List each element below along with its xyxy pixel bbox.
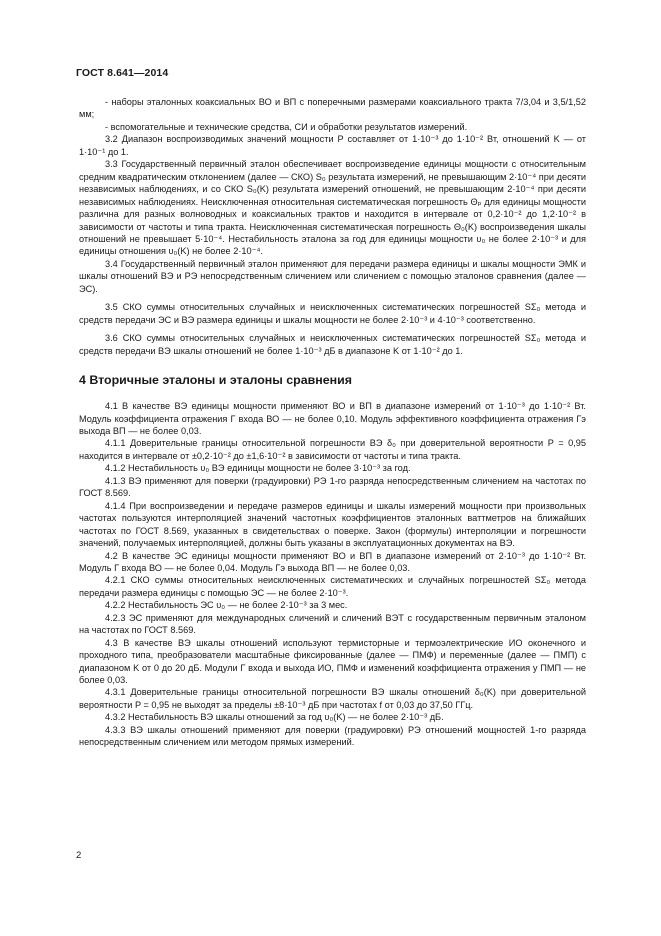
paragraph: 3.5 СКО суммы относительных случайных и неисключенных систематических погрешностей SΣ₀ метода и средств передачи ЭС и ВЭ размера единицы и шкалы мощности не более 2·10⁻³ и 4·10⁻³ соответственно. <box>79 302 586 325</box>
paragraph: - наборы эталонных коаксиальных ВО и ВП с поперечными размерами коаксиального тракта 7/3,04 и 3,5/1,52 мм; <box>79 97 586 120</box>
paragraph: 4.1.3 ВЭ применяют для поверки (градуировки) РЭ 1-го разряда непосредственным сличением на частотах по ГОСТ 8.569. <box>79 475 586 499</box>
paragraph: 4.2.2 Нестабильность ЭС υ₀ — не более 2·10⁻³ за 3 мес. <box>105 600 348 611</box>
page-number: 2 <box>76 850 82 861</box>
section-3-text <box>79 96 586 357</box>
paragraph: 4.2.1 СКО суммы относительных неисключенных систематических и случайных погрешностей SΣ₀ метода передачи размера единицы с помощью ЭС — не более 2·10⁻³. <box>79 575 586 598</box>
paragraph: 3.6 СКО суммы относительных случайных и неисключенных систематических погрешностей SΣ₀ метода и средств передачи ВЭ шкалы отношений не более 1·10⁻³ дБ в диапазоне K от 1·10⁻² до 1. <box>79 333 586 356</box>
paragraph: 4.3.2 Нестабильность ВЭ шкалы отношений за год υ₀(K) — не более 2·10⁻³ дБ. <box>105 712 444 723</box>
page-body <box>79 96 586 749</box>
paragraph: 4.3.3 ВЭ шкалы отношений применяют для поверки (градуировки) РЭ отношений мощностей 1-го разряда непосредственным сличением или методом прямых измерений. <box>79 724 586 748</box>
paragraph: 4.1.4 При воспроизведении и передаче размеров единицы и шкалы измерений мощности при произвольных частотах пользуются интерполяцией значений частотных коэффициентов эталонных ваттметров на ближайших частотах по ГОСТ 8.569, указанных в свидетельствах о поверке. Закон (формулы) интерполяции и погрешности значений, получаемых интерполяцией, должны быть указаны в эксплуатационных документах на ВЭ. <box>79 500 586 549</box>
paragraph: 3.2 Диапазон воспроизводимых значений мощности P составляет от 1·10⁻³ до 1·10⁻² Вт, отношений K — от 1·10⁻¹ до 1. <box>79 134 586 157</box>
paragraph: 4.1.1 Доверительные границы относительной погрешности ВЭ δ₀ при доверительной вероятности P = 0,95 находится в интервале от ±0,2·10⁻² до ±1,6·10⁻² в зависимости от частоты и типа тракта. <box>79 438 586 461</box>
paragraph: 3.4 Государственный первичный эталон применяют для передачи размера единицы и шкалы мощности ЭМК и шкалы отношений ВЭ и РЭ непосредственным сличением или сличением с помощью эталонов сравнения (далее — ЭС). <box>79 258 586 294</box>
paragraph: 4.2 В качестве ЭС единицы мощности применяют ВО и ВП в диапазоне измерений от 2·10⁻³ до 1·10⁻² Вт. Модуль Г входа ВО — не более 0,04. Модуль Гэ выхода ВП — не более 0,03. <box>79 550 586 573</box>
paragraph: 3.3 Государственный первичный эталон обеспечивает воспроизведение единицы мощности с относительным средним квадратическим отклонением (далее — СКО) S₀ результата измерений, не превышающим 2·10⁻⁴ при десяти независимых наблюдениях, и со СКО S₀(K) результата измерений отношений, не превышающим 2·10⁻⁴ при десяти независимых наблюдениях. Неисключенная относительная систематическая погрешность Θₚ для единицы мощности различна для разных волноводных и коаксиальных трактов и находится в интервале от 0,2·10⁻² до 1,2·10⁻² в зависимости от частоты и типа тракта. Неисключенная систематическая погрешность Θ₀(K) воспроизведения шкалы отношений не превышает 5·10⁻⁴. Нестабильность эталона за год для единицы мощности υ₀ не более 2·10⁻³ и для единицы отношения υ₀(K) не более 2·10⁻⁴. <box>79 159 586 257</box>
section-heading: 4 Вторичные эталоны и эталоны сравнения <box>79 373 352 388</box>
paragraph: 4.1.2 Нестабильность υ₀ ВЭ единицы мощности не более 3·10⁻³ за год. <box>105 463 411 474</box>
paragraph: 4.3 В качестве ВЭ шкалы отношений используют термисторные и термоэлектрические ИО оконечного и проходного типа, преобразователи масштабные фиксированные (далее — ПМФ) и переменные (далее — ПМП) с диапазоном K от 0 до 20 дБ. Модули Г входа и выхода ИО, ПМФ и изменений коэффициента отражения у ПМП — не более 0,03. <box>79 637 586 686</box>
paragraph: 4.3.1 Доверительные границы относительной погрешности ВЭ шкалы отношений δ₀(K) при доверительной вероятности P = 0,95 не выходят за пределы ±8·10⁻³ дБ при частотах f от 0,03 до 37,50 ГГц. <box>79 687 586 710</box>
paragraph: 4.1 В качестве ВЭ единицы мощности применяют ВО и ВП в диапазоне измерений от 1·10⁻³ до 1·10⁻² Вт. Модуль коэффициента отражения Г входа ВО — не более 0,10. Модуль эффективного коэффициента отражения Гэ выхода ВП — не более 0,03. <box>79 401 586 436</box>
paragraph: - вспомогательные и технические средства, СИ и обработки результатов измерений. <box>105 121 468 132</box>
section-4-text <box>79 400 586 749</box>
document-header: ГОСТ 8.641—2014 <box>76 67 169 79</box>
paragraph: 4.2.3 ЭС применяют для международных сличений и сличений ВЭТ с государственным первичным эталоном на частотах по ГОСТ 8.569. <box>79 612 586 636</box>
